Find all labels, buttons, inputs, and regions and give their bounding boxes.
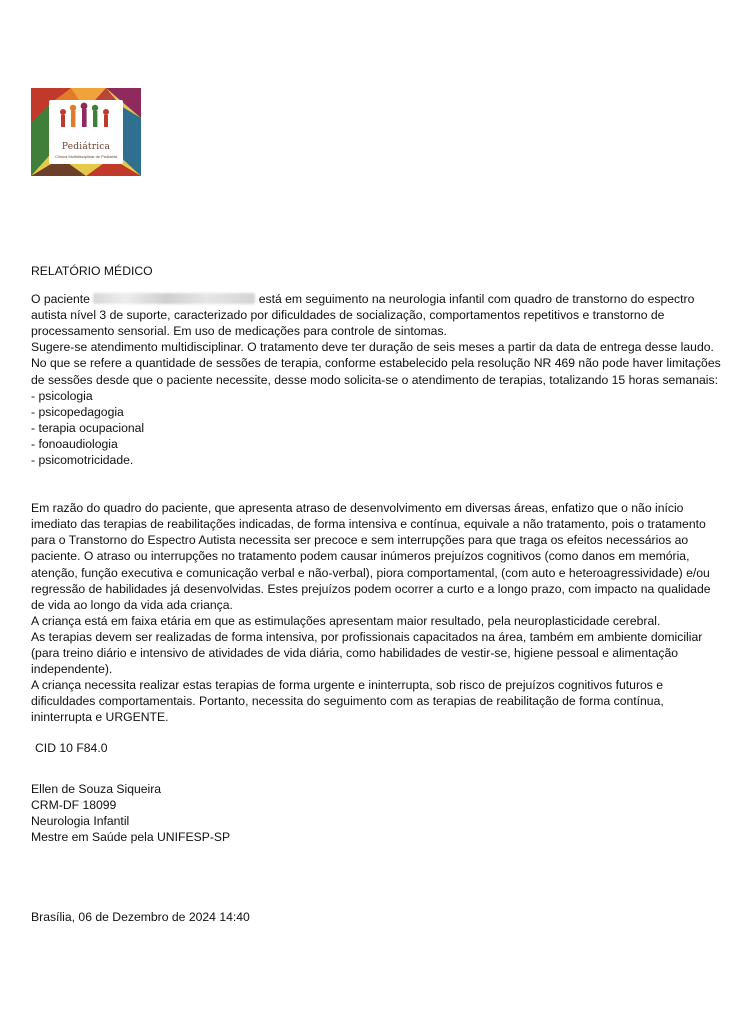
intro-prefix: O paciente: [31, 292, 90, 307]
therapy-item: - psicopedagogia: [31, 404, 124, 419]
therapy-list: [31, 388, 721, 468]
cid-code: CID 10 F84.0: [35, 741, 108, 756]
age-paragraph: A criança está em faixa etária em que as estimulações apresentam maior resultado, pela neuroplasticidade cerebral.: [31, 613, 661, 628]
signature-block: [31, 781, 721, 845]
suggestion-paragraph: Sugere-se atendimento multidisciplinar. O tratamento deve ter duração de seis meses a partir da data de entrega desse laudo. No que se refere a quantidade de sessões de terapia, conforme estabelecido pela resolução NR 469 não pode haver limitações de sessões desde que o paciente necessite, desse modo solicita-se o atendimento de terapias, totalizando 15 horas semanais:: [31, 340, 721, 387]
clinic-logo: [31, 88, 141, 176]
therapy-item: - psicologia: [31, 388, 93, 403]
logo-mosaic: [31, 88, 141, 176]
therapy-item: - fonoaudiologia: [31, 436, 118, 451]
logo-brand-name: Pediátrica: [61, 142, 111, 152]
intro-paragraph: [31, 291, 721, 339]
doctor-degree: Mestre em Saúde pela UNIFESP-SP: [31, 829, 231, 844]
doctor-crm: CRM-DF 18099: [31, 797, 117, 812]
delay-paragraph: Em razão do quadro do paciente, que apresenta atraso de desenvolvimento em diversas áreas, enfatizo que o não início imediato das terapias de reabilitações indicadas, de forma intensiva e contínua, equivale a não tratamento, pois o tratamento para o Transtorno do Espectro Autista necessita ser precoce e sem interrupções para que traga os efeitos necessários ao paciente. O atraso ou interrupções no tratamento podem causar inúmeros prejuízos cognitivos (como danos em memória, atenção, função executiva e comunicação verbal e não-verbal), piora comportamental, (com auto e heteroagressividade) e/ou regressão de habilidades já desenvolvidas. Estes prejuízos podem ocorrer a curto e a longo prazo, com impacto na qualidade de vida ao longo da vida ada criança.: [31, 501, 711, 612]
place-date: Brasília, 06 de Dezembro de 2024 14:40: [31, 909, 250, 924]
urgent-paragraph: A criança necessita realizar estas terapias de forma urgente e ininterrupta, sob risco de prejuízos cognitivos futuros e dificuldades comportamentais. Portanto, necessita do seguimento com as terapias de reabilitação de forma contínua, ininterrupta e URGENTE.: [31, 678, 664, 725]
doctor-name: Ellen de Souza Siqueira: [31, 781, 162, 796]
doctor-specialty: Neurologia Infantil: [31, 813, 130, 828]
intro-text: está em seguimento na neurologia infantil com quadro de transtorno do espectro autista nível 3 de suporte, caracterizado por dificuldades de socialização, comportamentos repetitivos e transtorno de processamento sensorial. Em uso de medicações para controle de sintomas.: [31, 292, 695, 339]
therapy-item: - terapia ocupacional: [31, 420, 145, 435]
therapy-item: - psicomotricidade.: [31, 453, 134, 468]
report-body: [31, 263, 721, 925]
logo-tagline: Clínica Multidisciplinar de Pediatria: [54, 154, 118, 159]
redacted-patient-name: [93, 293, 255, 304]
intensive-paragraph: As terapias devem ser realizadas de forma intensiva, por profissionais capacitados na área, também em ambiente domiciliar (para treino diário e intensivo de atividades de vida diária, como habilidades de vestir-se, higiene pessoal e alimentação independente).: [31, 629, 703, 677]
report-title: RELATÓRIO MÉDICO: [31, 264, 153, 278]
